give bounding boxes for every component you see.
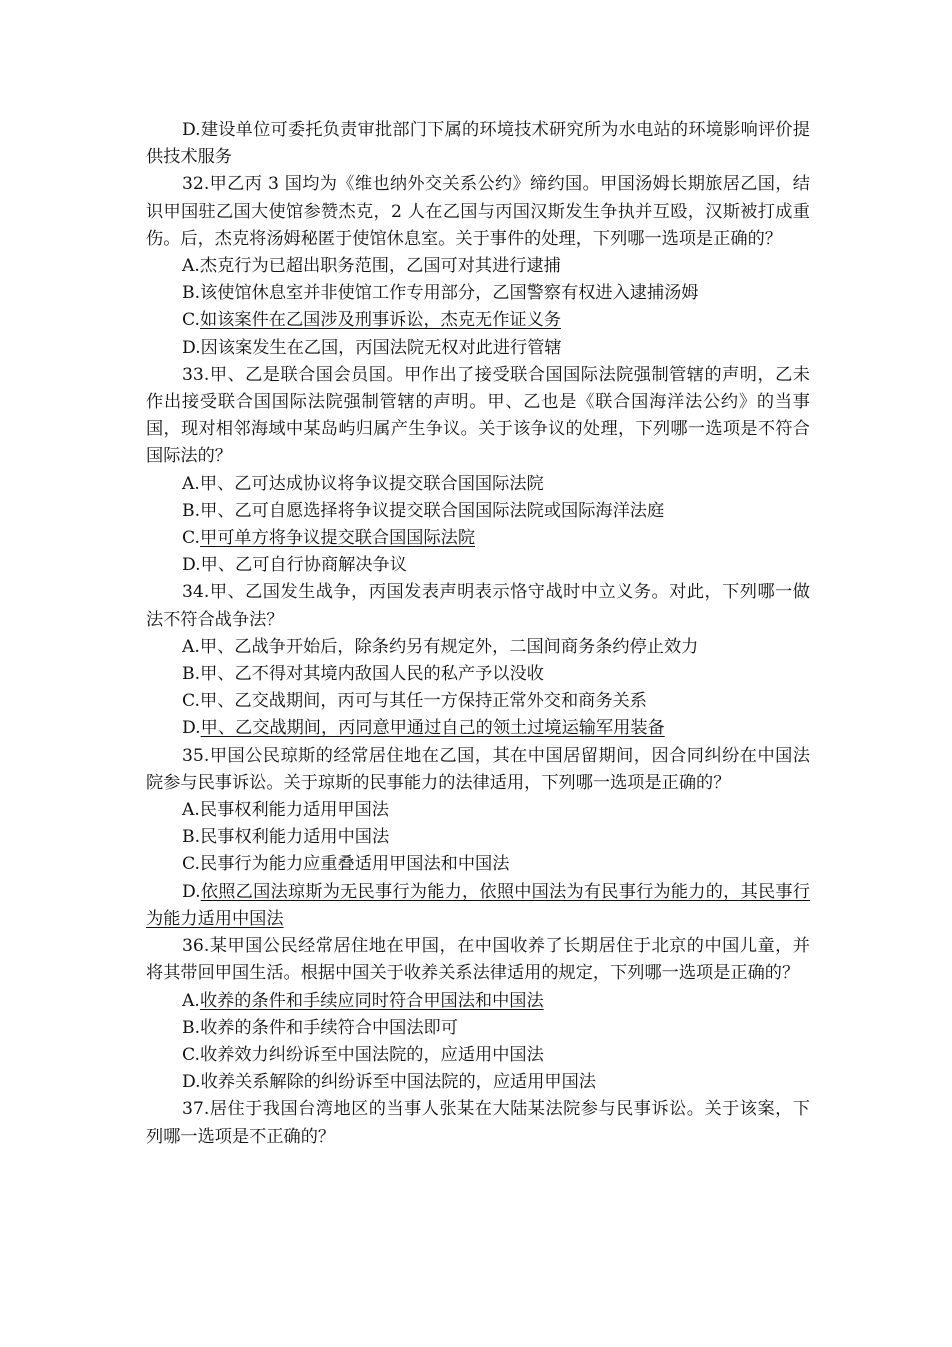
option-label: B.: [182, 827, 201, 848]
option-label: B.: [182, 283, 201, 304]
option-label: A.: [182, 256, 200, 277]
option-label: D.: [182, 1072, 201, 1093]
option-label: A.: [182, 473, 200, 494]
answer-option: [146, 715, 810, 742]
option-text: 甲、乙可达成协议将争议提交联合国国际法院: [199, 473, 544, 494]
answer-option: [146, 634, 810, 661]
question-stem: 36.某甲国公民经常居住地在甲国，在中国收养了长期居住于北京的中国儿童，并将其带回甲国生活。根据中国关于收养关系法律适用的规定，下列哪一选项是正确的？: [146, 936, 810, 984]
option-label: A.: [182, 800, 200, 821]
option-label: D.: [182, 718, 201, 739]
option-label: C.: [182, 1044, 201, 1065]
answer-option: [146, 851, 810, 878]
question-stem: 33.甲、乙是联合国会员国。甲作出了接受联合国国际法院强制管辖的声明，乙未作出接受联合国国际法院强制管辖的声明。甲、乙也是《联合国海洋法公约》的当事国，现对相邻海域中某岛屿归属产生争议。关于该争议的处理，下列哪一选项是不符合国际法的？: [146, 364, 810, 467]
option-label: D.: [182, 881, 201, 902]
option-text: 甲、乙可自行协商解决争议: [200, 555, 407, 576]
answer-option: [146, 661, 810, 688]
answer-option: [146, 335, 810, 362]
option-label: C.: [182, 691, 201, 712]
question-text: [146, 579, 810, 633]
option-label: D.: [182, 120, 201, 140]
answer-option: [146, 879, 810, 933]
option-label: B.: [182, 500, 201, 521]
question-text: [146, 933, 810, 987]
answer-option: [146, 797, 810, 824]
option-text-correct: 甲、乙交战期间，丙同意甲通过自己的领土过境运输军用装备: [200, 718, 665, 739]
option-text: 杰克行为已超出职务范围，乙国可对其进行逮捕: [199, 256, 561, 277]
option-label: C.: [182, 528, 201, 549]
question-stem: 34.甲、乙国发生战争，丙国发表声明表示恪守战时中立义务。对此，下列哪一做法不符合战争法？: [146, 582, 810, 630]
option-text: 甲、乙不得对其境内敌国人民的私产予以没收: [200, 664, 544, 685]
answer-option: [146, 552, 810, 579]
option-label: B.: [182, 1017, 201, 1038]
answer-option: [146, 1042, 810, 1069]
question-text: [146, 362, 810, 471]
exam-page: [146, 117, 810, 1151]
option-text: 建设单位可委托负责审批部门下属的环境技术研究所为水电站的环境影响评价提供技术服务: [146, 120, 810, 168]
answer-option: [146, 471, 810, 498]
option-label: A.: [182, 990, 200, 1011]
option-text: 民事权利能力适用甲国法: [199, 800, 389, 821]
option-label: C.: [182, 310, 201, 331]
option-text: 甲、乙交战期间，丙可与其任一方保持正常外交和商务关系: [200, 691, 647, 712]
option-label: B.: [182, 664, 201, 685]
option-label: C.: [182, 854, 201, 875]
question-text: [146, 743, 810, 797]
option-text: 甲、乙战争开始后，除条约另有规定外，二国间商务条约停止效力: [199, 636, 699, 657]
option-text: 收养的条件和手续符合中国法即可: [200, 1017, 458, 1038]
option-text: 该使馆休息室并非使馆工作专用部分，乙国警察有权进入逮捕汤姆: [200, 283, 699, 304]
answer-option: [146, 525, 810, 552]
option-text: 收养关系解除的纠纷诉至中国法院的，应适用甲国法: [200, 1072, 596, 1093]
option-text-correct: 如该案件在乙国涉及刑事诉讼，杰克无作证义务: [200, 310, 561, 331]
answer-option: [146, 688, 810, 715]
question-stem: 32.甲乙丙 3 国均为《维也纳外交关系公约》缔约国。甲国汤姆长期旅居乙国，结识甲国驻乙国大使馆参赞杰克，2 人在乙国与丙国汉斯发生争执并互殴，汉斯被打成重伤。后，杰克将汤姆秘匿于使馆休息室。关于事件的处理，下列哪一选项是正确的？: [146, 174, 810, 249]
option-text: 甲、乙可自愿选择将争议提交联合国国际法院或国际海洋法庭: [200, 500, 665, 521]
option-text: 收养效力纠纷诉至中国法院的，应适用中国法: [200, 1044, 544, 1065]
answer-option: [146, 498, 810, 525]
answer-option: [146, 280, 810, 307]
option-text-correct: 依照乙国法琼斯为无民事行为能力，依照中国法为有民事行为能力的，其民事行为能力适用中国法: [146, 881, 810, 929]
answer-option: [146, 1015, 810, 1042]
option-text: 因该案发生在乙国，丙国法院无权对此进行管辖: [200, 337, 562, 358]
question-stem: 37.居住于我国台湾地区的当事人张某在大陆某法院参与民事诉讼。关于该案，下列哪一选项是不正确的？: [146, 1099, 810, 1147]
option-label: D.: [182, 337, 201, 358]
question-text: [146, 1096, 810, 1150]
option-text: 民事权利能力适用中国法: [200, 827, 390, 848]
answer-option: [146, 253, 810, 280]
question-text: [146, 171, 810, 253]
option-text-correct: 甲可单方将争议提交联合国国际法院: [200, 528, 476, 549]
option-label: A.: [182, 636, 200, 657]
answer-option: [146, 117, 810, 171]
answer-option: [146, 307, 810, 334]
answer-option: [146, 1069, 810, 1096]
answer-option: [146, 824, 810, 851]
option-text: 民事行为能力应重叠适用甲国法和中国法: [200, 854, 510, 875]
option-label: D.: [182, 555, 201, 576]
option-text-correct: 收养的条件和手续应同时符合甲国法和中国法: [199, 990, 544, 1011]
answer-option: [146, 988, 810, 1015]
question-stem: 35.甲国公民琼斯的经常居住地在乙国，其在中国居留期间，因合同纠纷在中国法院参与民事诉讼。关于琼斯的民事能力的法律适用，下列哪一选项是正确的？: [146, 745, 810, 793]
